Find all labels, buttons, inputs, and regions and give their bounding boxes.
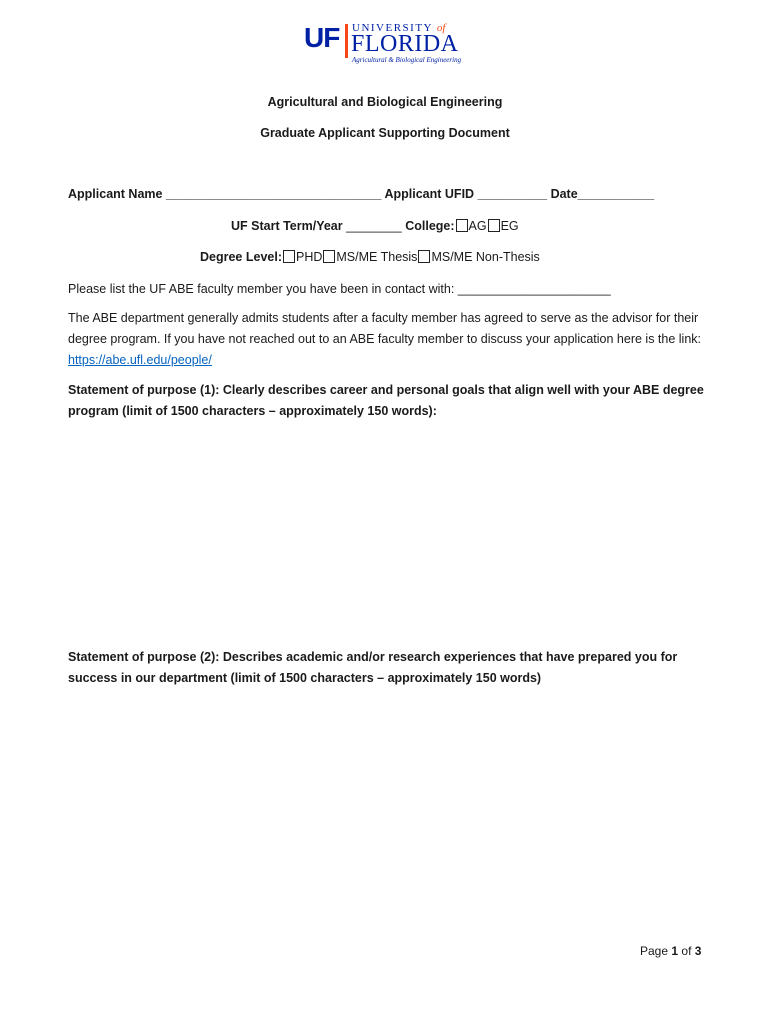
degree-ms-nonthesis-checkbox[interactable] bbox=[418, 250, 430, 263]
degree-ms-nonthesis-label: MS/ME Non-Thesis bbox=[431, 250, 540, 264]
degree-level-label: Degree Level: bbox=[200, 250, 282, 264]
faculty-contact-row bbox=[68, 282, 611, 296]
logo-divider bbox=[345, 24, 348, 58]
logo-department-text: Agricultural & Biological Engineering bbox=[352, 56, 462, 64]
term-college-row bbox=[231, 219, 519, 233]
logo-university-text: UNIVERSITY of bbox=[352, 22, 446, 34]
uf-logo bbox=[304, 20, 474, 66]
page-number: Page 1 of 3 bbox=[640, 944, 702, 958]
faculty-contact-field[interactable]: ______________________ bbox=[457, 282, 611, 296]
applicant-ufid-field[interactable]: __________ bbox=[477, 187, 548, 201]
college-eg-label: EG bbox=[500, 219, 519, 233]
document-subtitle: Graduate Applicant Supporting Document bbox=[260, 126, 510, 140]
statement-2-prompt: Statement of purpose (2): Describes academic and/or research experiences that have prepared you for success in our department (limit of 1500 characters – approximately 150 words) bbox=[68, 650, 678, 685]
degree-ms-thesis-checkbox[interactable] bbox=[323, 250, 335, 263]
college-eg-checkbox[interactable] bbox=[488, 219, 500, 232]
start-term-label: UF Start Term/Year bbox=[231, 219, 343, 233]
degree-phd-label: PHD bbox=[295, 250, 323, 264]
date-field[interactable]: ___________ bbox=[577, 187, 655, 201]
college-ag-label: AG bbox=[468, 219, 487, 233]
degree-ms-thesis-label: MS/ME Thesis bbox=[336, 250, 418, 264]
date-label: Date bbox=[550, 187, 578, 201]
info-text: The ABE department generally admits students after a faculty member has agreed to serve as the advisor for their degree program. If you have not reached out to an ABE faculty member to discuss your application here is the link: bbox=[68, 311, 701, 346]
info-paragraph bbox=[68, 308, 708, 371]
college-label: College: bbox=[405, 219, 455, 233]
statement-1-prompt: Statement of purpose (1): Clearly describes career and personal goals that align well with your ABE degree program (limit of 1500 characters – approximately 150 words): bbox=[68, 383, 704, 418]
faculty-link[interactable]: https://abe.ufl.edu/people/ bbox=[68, 353, 212, 367]
degree-level-row bbox=[200, 250, 540, 264]
faculty-contact-prompt: Please list the UF ABE faculty member you have been in contact with: bbox=[68, 282, 455, 296]
applicant-name-field[interactable]: _______________________________ bbox=[165, 187, 382, 201]
applicant-info-row bbox=[68, 187, 654, 201]
applicant-ufid-label: Applicant UFID bbox=[384, 187, 475, 201]
logo-florida-text: FLORIDA bbox=[351, 31, 459, 57]
logo-uf-mark: UF bbox=[304, 22, 340, 53]
start-term-field[interactable]: ________ bbox=[346, 219, 402, 233]
document-title: Agricultural and Biological Engineering bbox=[267, 95, 503, 109]
degree-phd-checkbox[interactable] bbox=[283, 250, 295, 263]
college-ag-checkbox[interactable] bbox=[456, 219, 468, 232]
applicant-name-label: Applicant Name bbox=[68, 187, 163, 201]
